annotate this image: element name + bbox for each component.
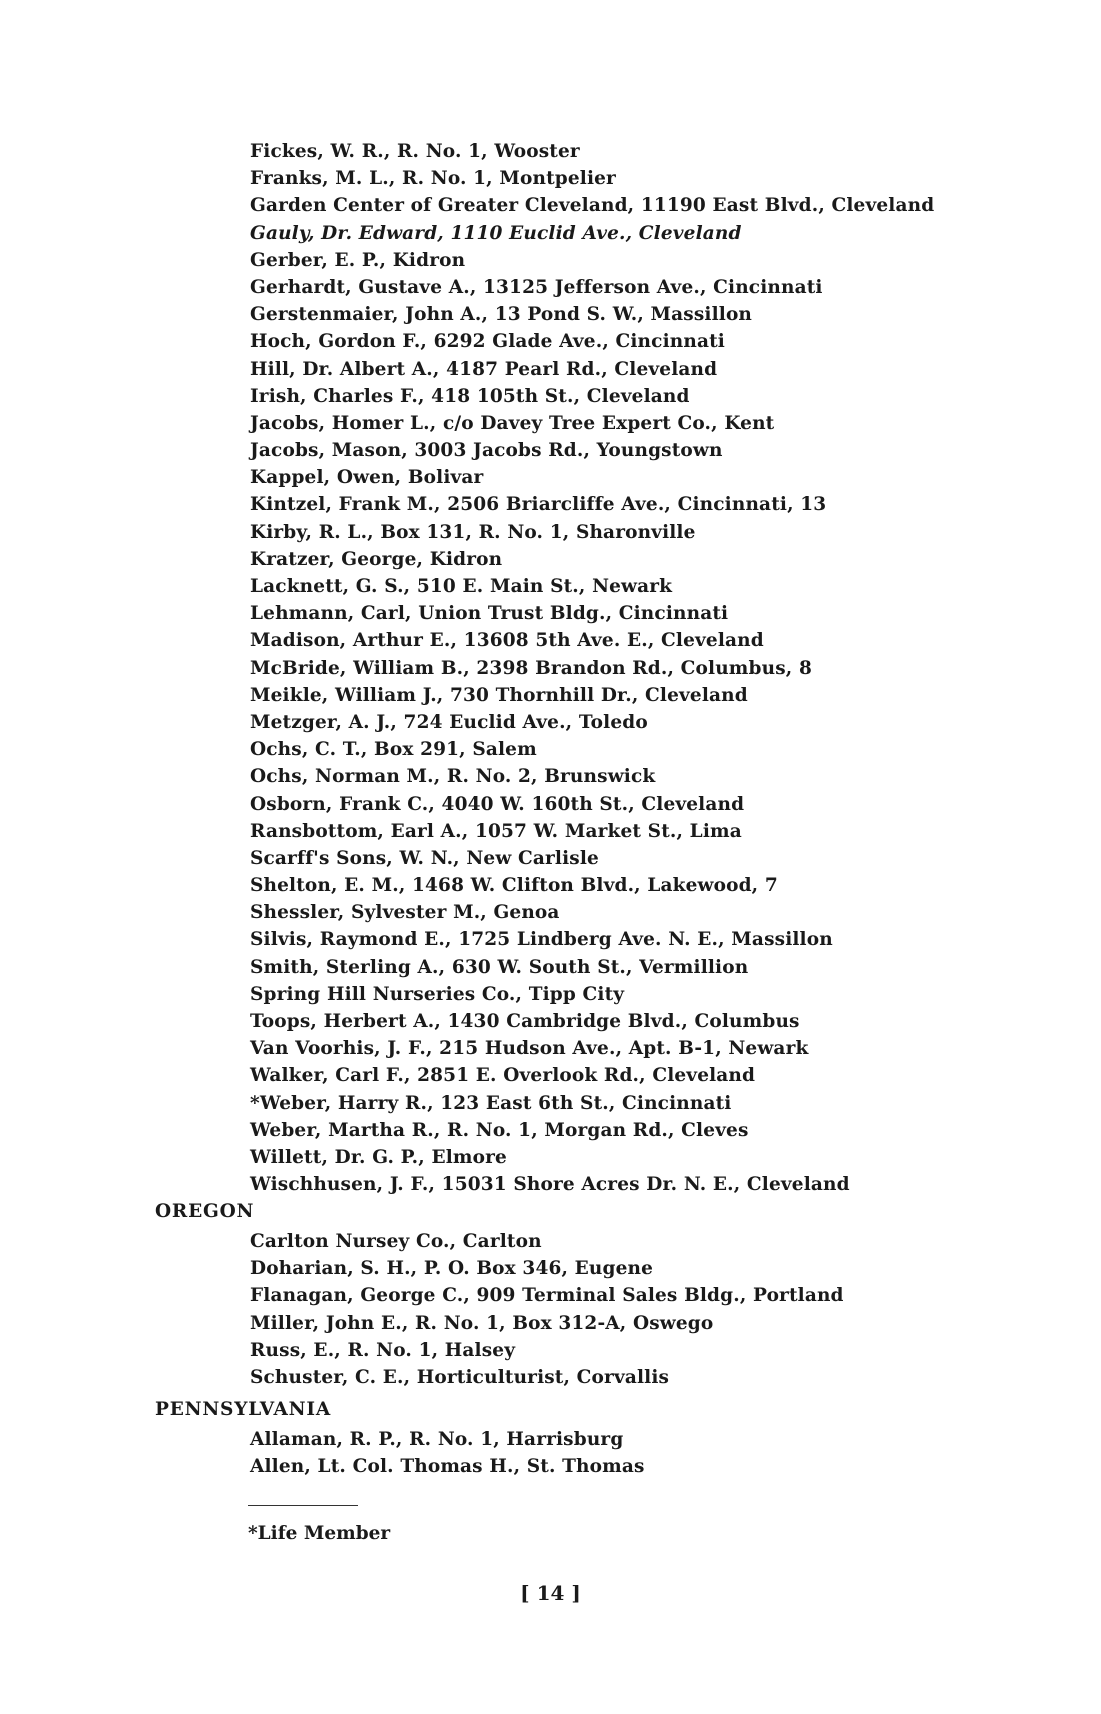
- ohio-entry: Franks, M. L., R. No. 1, Montpelier: [250, 168, 616, 190]
- ohio-entry: Silvis, Raymond E., 1725 Lindberg Ave. N. E., Massillon: [250, 929, 833, 951]
- ohio-entry: Gerhardt, Gustave A., 13125 Jefferson Ave., Cincinnati: [250, 276, 823, 298]
- ohio-entry: Hoch, Gordon F., 6292 Glade Ave., Cincinnati: [250, 331, 725, 353]
- ohio-entry: Ochs, C. T., Box 291, Salem: [250, 739, 537, 761]
- ohio-entry: Jacobs, Mason, 3003 Jacobs Rd., Youngstown: [250, 440, 723, 462]
- ohio-entry: Weber, Martha R., R. No. 1, Morgan Rd., Cleves: [250, 1119, 749, 1141]
- state-heading-pennsylvania: PENNSYLVANIA: [155, 1399, 332, 1420]
- pennsylvania-member-list: [250, 1426, 1070, 1480]
- ohio-member-list: [250, 138, 1070, 1198]
- ohio-entry: Hill, Dr. Albert A., 4187 Pearl Rd., Cleveland: [250, 358, 718, 380]
- ohio-entry: Scarff's Sons, W. N., New Carlisle: [250, 847, 599, 869]
- ohio-entry: Toops, Herbert A., 1430 Cambridge Blvd., Columbus: [250, 1011, 800, 1032]
- ohio-entry: Garden Center of Greater Cleveland, 11190 East Blvd., Cleveland: [250, 195, 935, 217]
- ohio-entry: Kappel, Owen, Bolivar: [250, 467, 484, 489]
- ohio-entry: Gerstenmaier, John A., 13 Pond S. W., Massillon: [250, 304, 753, 326]
- pennsylvania-entry: Allaman, R. P., R. No. 1, Harrisburg: [250, 1429, 624, 1450]
- pennsylvania-entry: Allen, Lt. Col. Thomas H., St. Thomas: [250, 1456, 645, 1478]
- ohio-entry: Shessler, Sylvester M., Genoa: [250, 902, 560, 924]
- ohio-entry: Ochs, Norman M., R. No. 2, Brunswick: [250, 766, 656, 788]
- ohio-entry: Walker, Carl F., 2851 E. Overlook Rd., Cleveland: [250, 1065, 756, 1087]
- ohio-entry: *Weber, Harry R., 123 East 6th St., Cincinnati: [250, 1092, 732, 1114]
- footnote-life-member: *Life Member: [248, 1523, 391, 1544]
- ohio-entry: McBride, William B., 2398 Brandon Rd., Columbus, 8: [250, 657, 812, 679]
- ohio-entry: Ransbottom, Earl A., 1057 W. Market St., Lima: [250, 820, 742, 842]
- ohio-entry: Shelton, E. M., 1468 W. Clifton Blvd., Lakewood, 7: [250, 875, 778, 897]
- oregon-entry: Carlton Nursey Co., Carlton: [250, 1231, 542, 1252]
- oregon-entry: Miller, John E., R. No. 1, Box 312-A, Oswego: [250, 1312, 714, 1334]
- ohio-entry: Metzger, A. J., 724 Euclid Ave., Toledo: [250, 711, 648, 733]
- footnote-rule: [248, 1505, 358, 1506]
- page-number: [ 14 ]: [520, 1581, 581, 1605]
- ohio-entry: Kintzel, Frank M., 2506 Briarcliffe Ave., Cincinnati, 13: [250, 494, 827, 516]
- oregon-entry: Doharian, S. H., P. O. Box 346, Eugene: [250, 1258, 654, 1280]
- oregon-member-list: [250, 1228, 1070, 1391]
- ohio-entry: Osborn, Frank C., 4040 W. 160th St., Cleveland: [250, 793, 745, 815]
- state-heading-oregon: OREGON: [155, 1201, 255, 1222]
- ohio-entry: Wischhusen, J. F., 15031 Shore Acres Dr. N. E., Cleveland: [250, 1174, 850, 1196]
- ohio-entry: Spring Hill Nurseries Co., Tipp City: [250, 983, 625, 1005]
- ohio-entry: Lehmann, Carl, Union Trust Bldg., Cincinnati: [250, 603, 729, 625]
- ohio-entry: Willett, Dr. G. P., Elmore: [250, 1146, 507, 1168]
- ohio-entry: Meikle, William J., 730 Thornhill Dr., Cleveland: [250, 684, 748, 706]
- ohio-entry: Kratzer, George, Kidron: [250, 548, 503, 570]
- ohio-entry: Jacobs, Homer L., c/o Davey Tree Expert Co., Kent: [250, 412, 775, 434]
- ohio-entry: Kirby, R. L., Box 131, R. No. 1, Sharonville: [250, 521, 696, 543]
- oregon-entry: Russ, E., R. No. 1, Halsey: [250, 1339, 516, 1361]
- oregon-entry: Flanagan, George C., 909 Terminal Sales Bldg., Portland: [250, 1285, 844, 1307]
- ohio-entry: Irish, Charles F., 418 105th St., Cleveland: [250, 385, 690, 407]
- ohio-entry: Lacknett, G. S., 510 E. Main St., Newark: [250, 576, 673, 597]
- ohio-entry: Madison, Arthur E., 13608 5th Ave. E., Cleveland: [250, 630, 764, 652]
- oregon-entry: Schuster, C. E., Horticulturist, Corvallis: [250, 1366, 670, 1388]
- ohio-entry: Gerber, E. P., Kidron: [250, 249, 466, 271]
- ohio-entry: Gauly, Dr. Edward, 1110 Euclid Ave., Cleveland: [250, 222, 742, 244]
- ohio-entry: Van Voorhis, J. F., 215 Hudson Ave., Apt. B-1, Newark: [250, 1038, 809, 1060]
- ohio-entry: Fickes, W. R., R. No. 1, Wooster: [250, 141, 580, 162]
- ohio-entry: Smith, Sterling A., 630 W. South St., Vermillion: [250, 956, 749, 978]
